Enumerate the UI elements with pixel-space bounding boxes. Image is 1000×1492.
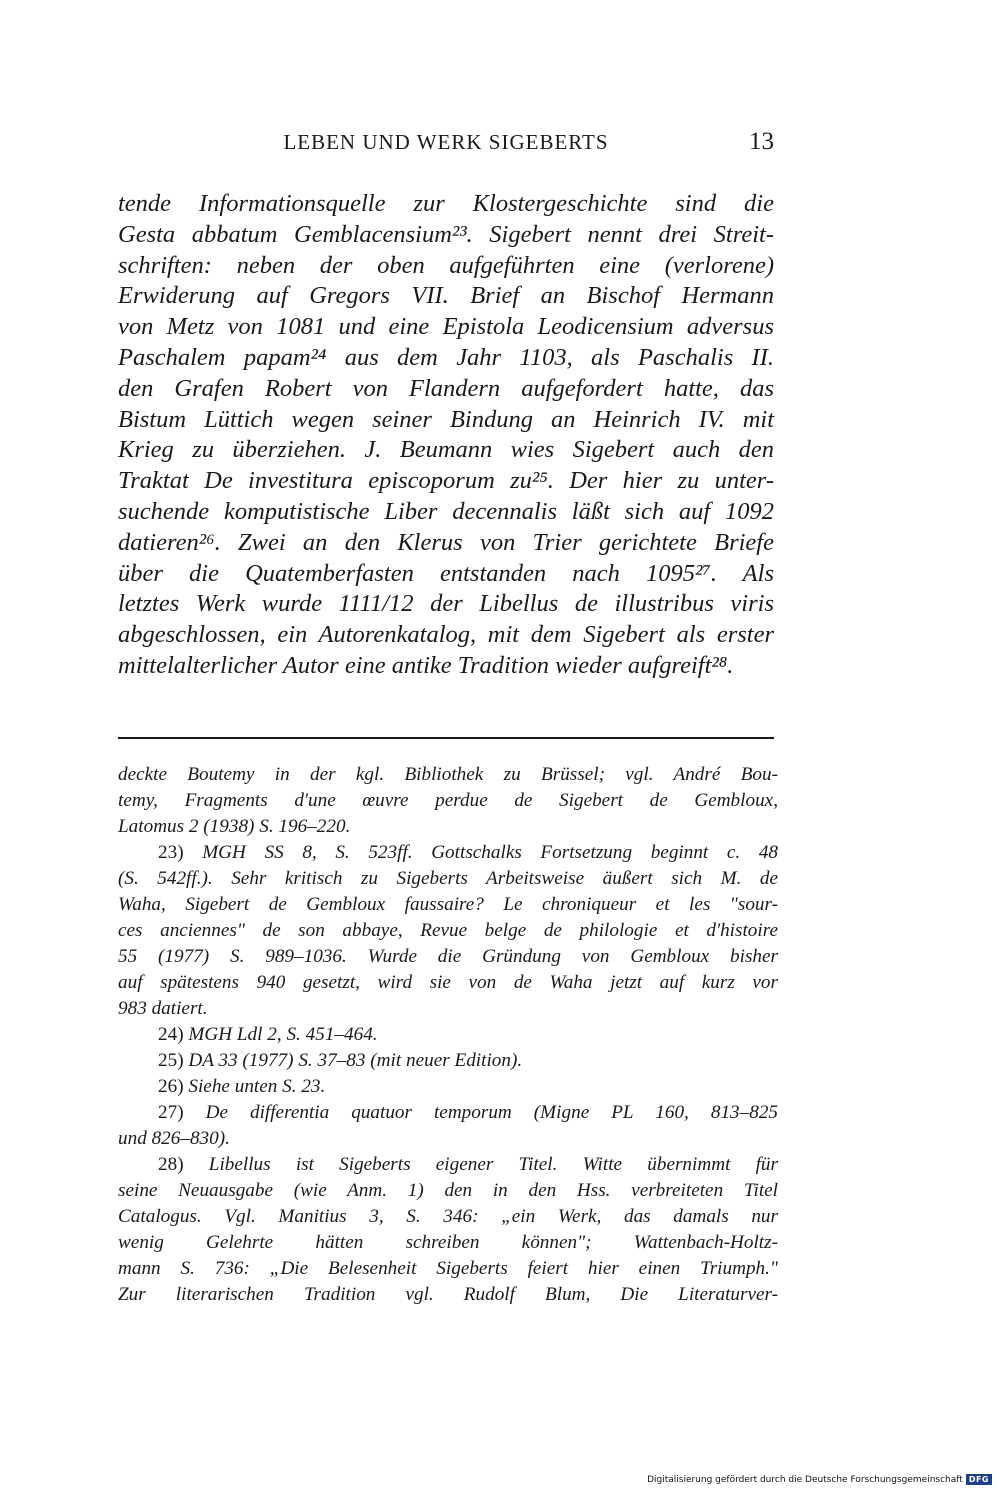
footnote-text: Libellus ist Sigeberts eigener Titel. Witte übernimmt für xyxy=(208,1154,778,1175)
page-header xyxy=(118,128,774,162)
main-text-line: Erwiderung auf Gregors VII. Brief an Bischof Hermann xyxy=(118,282,774,310)
main-text-line: datieren²⁶. Zwei an den Klerus von Trier gerichtete Briefe xyxy=(118,528,774,556)
main-text-line: suchende komputistische Liber decennalis läßt sich auf 1092 xyxy=(118,497,774,525)
footnotes xyxy=(118,762,778,1308)
footnote-text: DA 33 (1977) S. 37–83 (mit neuer Edition). xyxy=(188,1050,523,1071)
footnote-number: 26) xyxy=(158,1076,184,1097)
running-title: LEBEN UND WERK SIGEBERTS xyxy=(283,130,609,154)
credit-text: Digitalisierung gefördert durch die Deutsche Forschungsgemeinschaft xyxy=(647,1474,963,1485)
footnote-line: Waha, Sigebert de Gembloux faussaire? Le chroniqueur et les "sour- xyxy=(118,894,778,915)
footnote-line: wenig Gelehrte hätten schreiben können"; Wattenbach-Holtz- xyxy=(118,1232,778,1253)
footnote-number: 24) xyxy=(158,1024,184,1045)
page-number: 13 xyxy=(749,128,774,155)
footnote-separator xyxy=(118,737,774,739)
main-text-line: letztes Werk wurde 1111/12 der Libellus de illustribus viris xyxy=(118,590,774,618)
footnote-26 xyxy=(118,1074,778,1100)
main-text-line: Krieg zu überziehen. J. Beumann wies Sigebert auch den xyxy=(118,436,774,464)
footnote-text: De differentia quatuor temporum (Migne PL 160, 813–825 xyxy=(205,1102,779,1123)
main-text-line: mittelalterlicher Autor eine antike Tradition wieder aufgreift²⁸. xyxy=(118,651,734,679)
footnote-text: MGH Ldl 2, S. 451–464. xyxy=(188,1024,378,1045)
footnote-27 xyxy=(118,1100,778,1126)
footnote-23 xyxy=(118,840,778,866)
footnote-line: auf spätestens 940 gesetzt, wird sie von de Waha jetzt auf kurz vor xyxy=(118,972,778,993)
main-text xyxy=(118,189,774,682)
footnote-25 xyxy=(118,1048,778,1074)
footnote-number: 27) xyxy=(158,1102,184,1123)
dfg-logo: DFG xyxy=(966,1474,992,1485)
main-text-line: tende Informationsquelle zur Klostergeschichte sind die xyxy=(118,190,774,217)
footnote-line: ces anciennes" de son abbaye, Revue belge de philologie et d'histoire xyxy=(118,920,778,941)
footnote-24 xyxy=(118,1022,778,1048)
footnote-number: 25) xyxy=(158,1050,184,1071)
footnote-text: MGH SS 8, S. 523ff. Gottschalks Fortsetzung beginnt c. 48 xyxy=(202,842,779,863)
footnote-line: Catalogus. Vgl. Manitius 3, S. 346: „ein Werk, das damals nur xyxy=(118,1206,778,1227)
footnote-number: 23) xyxy=(158,842,184,863)
footnote-text: Siehe unten S. 23. xyxy=(188,1076,326,1097)
digitization-credit xyxy=(647,1474,992,1485)
main-text-line: Gesta abbatum Gemblacensium²³. Sigebert nennt drei Streit- xyxy=(118,220,774,248)
main-text-line: Paschalem papam²⁴ aus dem Jahr 1103, als Paschalis II. xyxy=(118,343,774,371)
footnote-line: (S. 542ff.). Sehr kritisch zu Sigeberts Arbeitsweise äußert sich M. de xyxy=(118,868,778,889)
main-text-line: schriften: neben der oben aufgeführten eine (verlorene) xyxy=(118,251,774,279)
main-text-line: über die Quatemberfasten entstanden nach 1095²⁷. Als xyxy=(118,559,774,587)
footnote-line: Latomus 2 (1938) S. 196–220. xyxy=(118,816,351,837)
footnote-number: 28) xyxy=(158,1154,184,1175)
main-text-line: Traktat De investitura episcoporum zu²⁵. Der hier zu unter- xyxy=(118,467,774,495)
footnote-28 xyxy=(118,1152,778,1178)
footnote-line: seine Neuausgabe (wie Anm. 1) den in den Hss. verbreiteten Titel xyxy=(118,1180,778,1201)
footnote-line: Zur literarischen Tradition vgl. Rudolf Blum, Die Literaturver- xyxy=(118,1284,778,1305)
footnote-line: 983 datiert. xyxy=(118,998,208,1019)
footnote-line: mann S. 736: „Die Belesenheit Sigeberts feiert hier einen Triumph." xyxy=(118,1258,778,1279)
main-text-line: abgeschlossen, ein Autorenkatalog, mit dem Sigebert als erster xyxy=(118,621,774,649)
footnote-line: und 826–830). xyxy=(118,1128,230,1149)
main-text-line: den Grafen Robert von Flandern aufgefordert hatte, das xyxy=(118,374,774,402)
main-text-line: Bistum Lüttich wegen seiner Bindung an Heinrich IV. mit xyxy=(118,405,774,433)
main-text-line: von Metz von 1081 und eine Epistola Leodicensium adversus xyxy=(118,313,774,341)
footnote-line: 55 (1977) S. 989–1036. Wurde die Gründung von Gembloux bisher xyxy=(118,946,778,967)
footnote-line: deckte Boutemy in der kgl. Bibliothek zu Brüssel; vgl. André Bou- xyxy=(118,764,778,785)
footnote-line: temy, Fragments d'une œuvre perdue de Sigebert de Gembloux, xyxy=(118,790,778,811)
